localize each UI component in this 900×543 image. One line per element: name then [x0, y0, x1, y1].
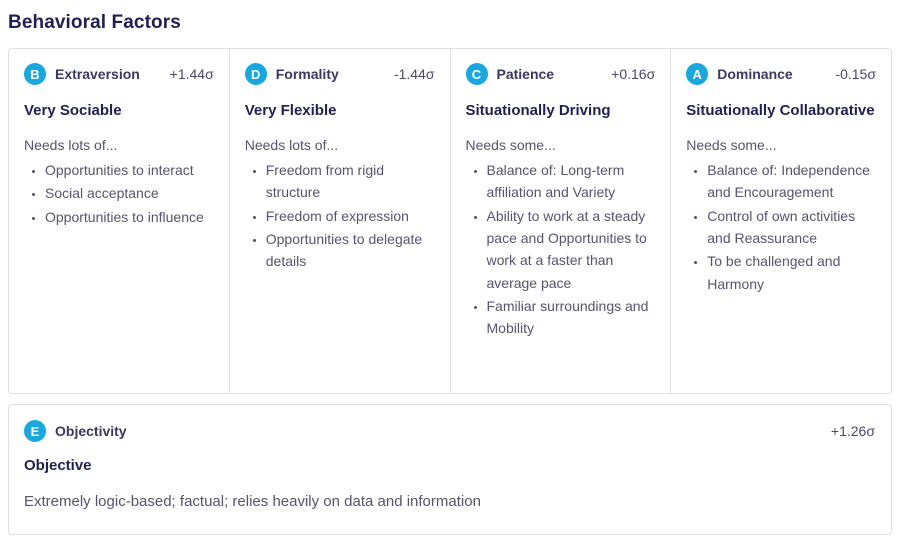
needs-item: • To be challenged and Harmony: [707, 250, 876, 295]
factor-card-patience: [451, 49, 672, 393]
factor-sigma-value: -0.15σ: [835, 66, 876, 82]
factor-descriptor: Very Sociable: [24, 102, 122, 119]
needs-list: [466, 159, 656, 340]
factors-row: [8, 48, 892, 394]
factor-sigma-value: -1.44σ: [393, 66, 435, 82]
factor-card-formality: [230, 49, 451, 393]
needs-item: • Freedom from rigid structure: [266, 159, 435, 204]
needs-intro: Needs some...: [465, 136, 556, 153]
factor-name: Formality: [275, 66, 339, 82]
needs-item: • Opportunities to delegate details: [266, 228, 435, 273]
needs-item: • Control of own activities and Reassurance: [707, 205, 876, 250]
factor-name: Objectivity: [55, 423, 127, 439]
factor-name: Dominance: [717, 66, 793, 82]
factor-description: Extremely logic-based; factual; relies heavily on data and information: [24, 492, 481, 510]
factor-card-extraversion: [9, 49, 230, 393]
needs-item: • Opportunities to interact: [45, 159, 214, 181]
needs-item: • Balance of: Long-term affiliation and Variety: [487, 159, 656, 204]
needs-list: [686, 159, 876, 295]
factor-sigma-value: +0.16σ: [611, 66, 656, 82]
needs-item: • Opportunities to influence: [45, 206, 214, 228]
factor-name: Extraversion: [55, 66, 140, 82]
factor-a-badge-icon: A: [686, 63, 708, 85]
factor-card-objectivity: [8, 404, 892, 535]
page-title: Behavioral Factors: [8, 12, 181, 33]
needs-item: • Freedom of expression: [266, 205, 435, 227]
factor-sigma-value: +1.44σ: [169, 66, 214, 82]
factor-sigma-value: +1.26σ: [830, 423, 875, 439]
factor-header: [245, 63, 435, 85]
factor-descriptor: Very Flexible: [244, 102, 337, 119]
factor-descriptor: Situationally Driving: [465, 102, 611, 119]
needs-item: • Ability to work at a steady pace and Opportunities to work at a faster than average pace: [487, 205, 656, 295]
needs-list: [245, 159, 435, 273]
needs-item: • Balance of: Independence and Encouragement: [707, 159, 876, 204]
factor-header: [24, 63, 214, 85]
factor-c-badge-icon: C: [466, 63, 488, 85]
needs-intro: Needs lots of...: [24, 136, 118, 153]
factor-descriptor: Situationally Collaborative: [686, 102, 875, 119]
factor-header: [466, 63, 656, 85]
factor-e-badge-icon: E: [24, 420, 46, 442]
needs-item: • Social acceptance: [45, 182, 214, 204]
factor-card-dominance: [671, 49, 891, 393]
factor-descriptor: Objective: [24, 457, 92, 474]
needs-item: • Familiar surroundings and Mobility: [487, 295, 656, 340]
factor-name: Patience: [496, 66, 555, 82]
factor-header: [24, 420, 875, 442]
needs-list: [24, 159, 214, 228]
factor-d-badge-icon: D: [245, 63, 267, 85]
needs-intro: Needs lots of...: [244, 136, 339, 153]
factor-b-badge-icon: B: [24, 63, 46, 85]
needs-intro: Needs some...: [686, 136, 777, 153]
factor-header: [686, 63, 876, 85]
